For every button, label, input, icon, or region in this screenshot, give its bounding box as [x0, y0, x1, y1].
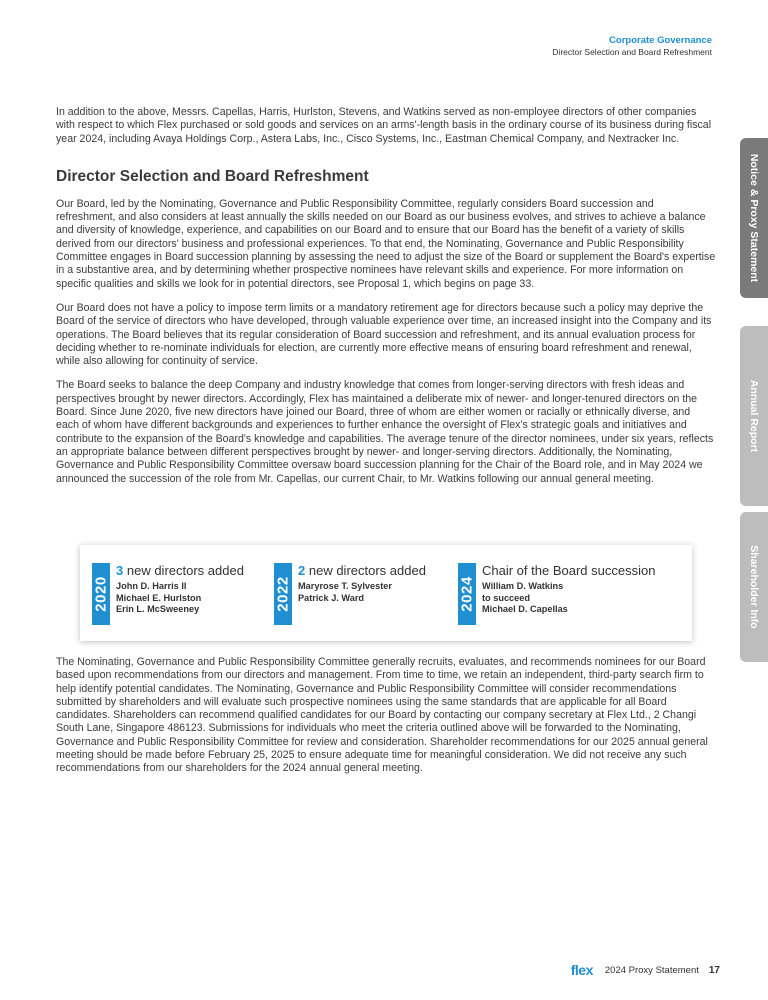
callout-title: 3 new directors added: [116, 563, 244, 578]
tab-label: Annual Report: [748, 379, 760, 453]
director-name: William D. Watkins: [482, 581, 564, 591]
closing-content: [56, 656, 716, 787]
year-tab: [92, 563, 110, 625]
tab-label: Shareholder Info: [748, 545, 760, 629]
callout-count: 2: [298, 563, 306, 578]
section-heading: Director Selection and Board Refreshment: [56, 167, 369, 185]
intro-paragraph: In addition to the above, Messrs. Capellas, Harris, Hurlston, Stevens, and Watkins served as non-employee directors of other companies with respect to which Flex purchased or sold goods and services on an arms'-length basis in the ordinary course of its business during fiscal year 2024, including Avaya Holdings Corp., Astera Labs, Inc., Cisco Systems, Inc., Eastman Chemical Company, and Nextracker Inc.: [56, 106, 712, 145]
year-tab: [458, 563, 476, 625]
director-name: Patrick J. Ward: [298, 592, 365, 603]
tab-notice-proxy-statement[interactable]: [740, 138, 768, 298]
year-label: 2020: [92, 576, 110, 612]
callout-title: Chair of the Board succession: [482, 563, 656, 578]
callout-title: 2 new directors added: [298, 563, 426, 578]
director-name: Michael D. Capellas: [482, 604, 568, 614]
year-label: 2022: [274, 576, 292, 612]
header-section-title: Corporate Governance: [609, 35, 712, 46]
page-number: 17: [708, 964, 720, 976]
closing-paragraph: The Nominating, Governance and Public Responsibility Committee generally recruits, evaluates, and recommends nominees for our Board based upon recommendations from our directors and management. From time to time, we retain an independent, third-party search firm to help identify potential candidates. The Nominating, Governance and Public Responsibility Committee will consider recommendations submitted by shareholders and will evaluate such prospective nominees using the same standards that are applicable for all Board candidates. Shareholders can recommend qualified candidates for our Board by contacting our company secretary at Flex Ltd., 2 Changi South Lane, Singapore 486123. Submissions for individuals who meet the criteria outlined above will be forwarded to the Nominating, Governance and Public Responsibility Committee for review and consideration. Shareholder recommendations for our 2025 annual general meeting should be made before February 25, 2025 to ensure adequate time for meaningful consideration. We did not receive any such recommendations from our shareholders for the 2024 annual general meeting.: [56, 656, 708, 775]
paragraph-3: The Board seeks to balance the deep Company and industry knowledge that comes from longer-serving directors with fresh ideas and perspectives brought by newer directors. Accordingly, Flex has maintained a deliberate mix of newer- and longer-tenured directors on the Board. Since June 2020, five new directors have joined our Board, three of whom are either women or racially or ethnically diverse, and each of whom have different backgrounds and experiences to further enhance the oversight of Flex's strategic goals and initiatives and contribute to the expansion of the Board's knowledge and capabilities. The average tenure of the director nominees, under six years, reflects an appropriate balance between different perspectives brought by newer- and longer-serving directors. Additionally, the Nominating, Governance and Public Responsibility Committee oversaw board succession planning for the Chair of the Board role, and in May 2024 we announced the succession of the role from Mr. Capellas, our current Chair, to Mr. Watkins following our annual general meeting.: [56, 379, 714, 485]
callout-count: 3: [116, 563, 124, 578]
year-label: 2024: [458, 576, 476, 612]
director-name: Erin L. McSweeney: [116, 604, 200, 614]
page-header: [552, 35, 712, 58]
paragraph-1: Our Board, led by the Nominating, Governance and Public Responsibility Committee, regularly considers Board succession and refreshment, and also considers at least annually the skills needed on our Board as our business evolves, and strives to achieve a balance and diversity of knowledge, experience, and capabilities on our Board and to ensure that our Board has the benefit of a variety of skills derived from our directors' business and professional experiences. To that end, the Nominating, Governance and Public Responsibility Committee engages in Board succession planning by assessing the need to adjust the size of the Board or supplement the Board's expertise in a substantive area, and by determining whether prospective nominees have relevant skills and experience. For more information on specific qualities and skills we look for in potential directors, see Proposal 1, which begins on page 33.: [56, 197, 716, 290]
paragraph-2: Our Board does not have a policy to impose term limits or a mandatory retirement age for directors because such a policy may deprive the Board of the service of directors who have developed, through valuable experience over time, an increased insight into the Company and its operations. The Board believes that its regular consideration of Board succession and refreshment, and its annual evaluation process for deciding whether to re-nominate individuals for election, are currently more effective means of ensuring board refreshment and renewal, while also allowing for continuity of service.: [56, 301, 712, 368]
succession-text: to succeed: [482, 592, 530, 603]
director-name: Michael E. Hurlston: [116, 592, 202, 603]
tab-label: Notice & Proxy Statement: [748, 153, 760, 283]
flex-logo: flex: [570, 962, 593, 978]
director-name: John D. Harris II: [116, 581, 187, 591]
year-tab: [274, 563, 292, 625]
header-subsection-title: Director Selection and Board Refreshment: [552, 47, 712, 57]
tab-shareholder-info[interactable]: [740, 512, 768, 662]
director-name: Maryrose T. Sylvester: [298, 581, 392, 591]
tab-annual-report[interactable]: [740, 326, 768, 506]
main-content: [56, 106, 716, 497]
footer-doc-title: 2024 Proxy Statement: [604, 964, 699, 976]
page-footer: [571, 962, 720, 978]
board-refreshment-callout: [80, 545, 692, 641]
